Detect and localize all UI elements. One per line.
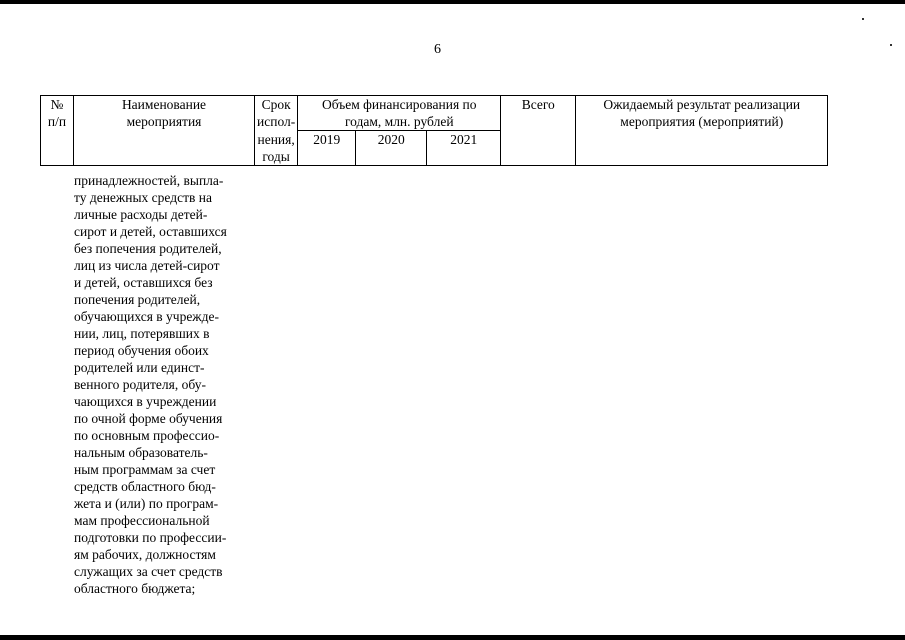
header-year-2020: 2020 xyxy=(356,131,427,166)
header-term-bottom: нения, годы xyxy=(255,131,298,166)
header-funding-volume: Объем финансирования по годам, млн. рублей xyxy=(298,96,501,131)
activity-description-continuation: принадлежностей, выпла- ту денежных средств на личные расходы детей- сирот и детей, оставшихся без попечения родителей, лиц из числа детей-сирот и детей, оставшихся без попечения родителей, обучающихся в учрежде- нии, лиц, потерявших в период обучения обоих родителей или единст- венного родителя, обу- чающихся в учреждении по очной форме обучения по основным профессио- нальным образователь- ным программам за счет средств областного бюд- жета и (или) по програм- мам профессиональной подготовки по профессии- ям рабочих, должностям служащих за счет средств областного бюджета; xyxy=(74,173,227,596)
funding-table-header xyxy=(40,95,828,166)
page-number: 6 xyxy=(434,42,441,57)
header-year-2019: 2019 xyxy=(298,131,356,166)
header-year-2021: 2021 xyxy=(427,131,501,166)
header-number: № п/п xyxy=(41,96,74,166)
page-bottom-border xyxy=(0,635,905,640)
header-activity-name: Наименование мероприятия xyxy=(74,96,255,166)
scan-speck xyxy=(862,18,864,20)
scan-speck xyxy=(890,44,892,46)
header-expected-result: Ожидаемый результат реализации мероприятия (мероприятий) xyxy=(576,96,828,166)
page-top-border xyxy=(0,0,905,4)
header-total: Всего xyxy=(501,96,576,166)
header-term-top: Срок испол- xyxy=(255,96,298,131)
